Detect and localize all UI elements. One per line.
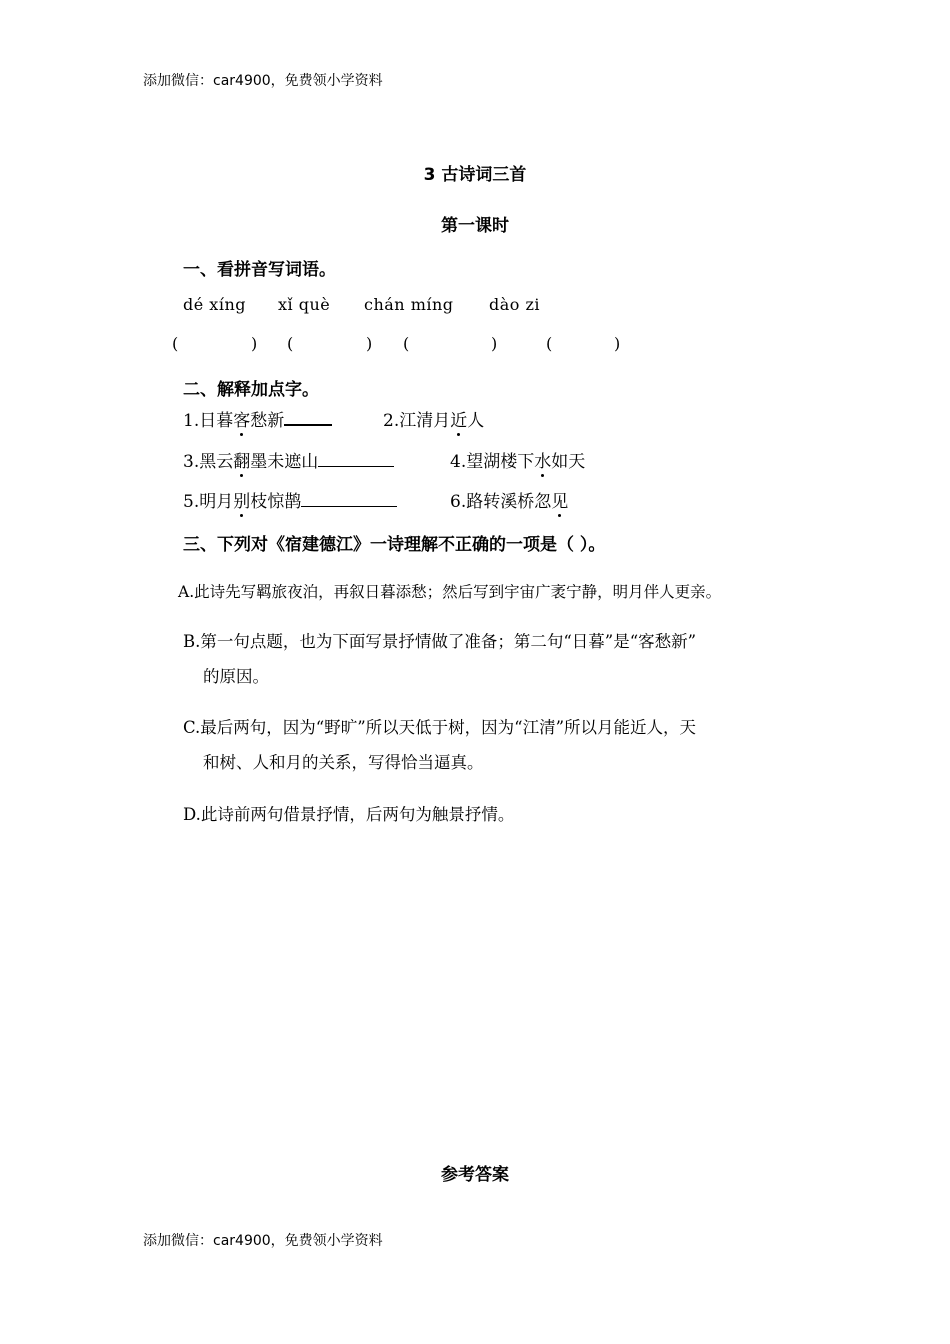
explain-item-2 — [383, 406, 484, 431]
dotted-char: 别 — [233, 487, 250, 512]
item-text: 望湖楼下 — [466, 452, 535, 472]
item-text: 明月 — [199, 492, 234, 512]
pinyin-3: chán míng — [364, 295, 454, 314]
answer-paren-1-open: ( — [172, 334, 179, 353]
section1-heading: 一、看拼音写词语。 — [183, 260, 336, 280]
answer-blank[interactable] — [318, 466, 394, 467]
dotted-char: 水 — [534, 447, 551, 472]
option-b-line2: 的原因。 — [203, 667, 269, 686]
lesson-title: 3 古诗词三首 — [423, 165, 527, 185]
dotted-char: 客 — [233, 406, 250, 431]
item-number: 4. — [450, 452, 467, 472]
item-text: 日暮 — [199, 411, 234, 431]
lesson-subtitle: 第一课时 — [441, 216, 509, 236]
answer-paren-4-close: ) — [614, 334, 621, 353]
answer-paren-4-open: ( — [546, 334, 553, 353]
answer-paren-1-close: ) — [251, 334, 258, 353]
page-footer: 添加微信：car4900，免费领小学资料 — [143, 1233, 383, 1249]
item-number: 5. — [183, 492, 200, 512]
explain-item-6 — [450, 487, 568, 512]
option-b-line1: B.第一句点题，也为下面写景抒情做了准备；第二句“日暮”是“客愁新” — [183, 632, 697, 651]
dotted-char: 翻 — [233, 447, 250, 472]
option-d: D.此诗前两句借景抒情，后两句为触景抒情。 — [183, 805, 515, 824]
item-text: 人 — [467, 411, 485, 431]
answer-blank[interactable] — [301, 506, 397, 507]
pinyin-1: dé xíng — [183, 295, 246, 314]
answer-paren-2-close: ) — [366, 334, 373, 353]
answer-paren-3-open: ( — [403, 334, 410, 353]
item-text: 愁新 — [250, 411, 285, 431]
item-number: 6. — [450, 492, 467, 512]
option-a: A.此诗先写羁旅夜泊，再叙日暮添愁；然后写到宇宙广袤宁静，明月伴人更亲。 — [178, 583, 722, 601]
explain-item-4 — [450, 447, 585, 472]
item-number: 1. — [183, 411, 200, 431]
explain-item-1 — [183, 406, 332, 431]
item-text: 江清月 — [399, 411, 451, 431]
section3-heading: 三、下列对《宿建德江》一诗理解不正确的一项是（ ）。 — [183, 535, 606, 555]
item-text: 黑云 — [199, 452, 234, 472]
answer-blank[interactable] — [284, 424, 332, 426]
option-c-line2: 和树、人和月的关系，写得恰当逼真。 — [203, 753, 484, 772]
dotted-char: 见 — [551, 487, 568, 512]
item-text: 如天 — [551, 452, 586, 472]
item-text: 墨未遮山 — [250, 452, 319, 472]
section2-heading: 二、解释加点字。 — [183, 380, 319, 400]
answer-paren-3-close: ) — [491, 334, 498, 353]
page-header: 添加微信：car4900，免费领小学资料 — [143, 73, 383, 89]
option-c-line1: C.最后两句，因为“野旷”所以天低于树，因为“江清”所以月能近人，天 — [183, 718, 697, 737]
item-text: 枝惊鹊 — [250, 492, 302, 512]
pinyin-2: xǐ què — [278, 295, 331, 314]
explain-item-3 — [183, 447, 394, 472]
item-text: 路转溪桥忽 — [466, 492, 552, 512]
item-number: 2. — [383, 411, 400, 431]
dotted-char: 近 — [450, 406, 467, 431]
explain-item-5 — [183, 487, 397, 512]
pinyin-4: dào zi — [489, 295, 541, 314]
answer-paren-2-open: ( — [287, 334, 294, 353]
answer-heading: 参考答案 — [441, 1165, 509, 1185]
item-number: 3. — [183, 452, 200, 472]
